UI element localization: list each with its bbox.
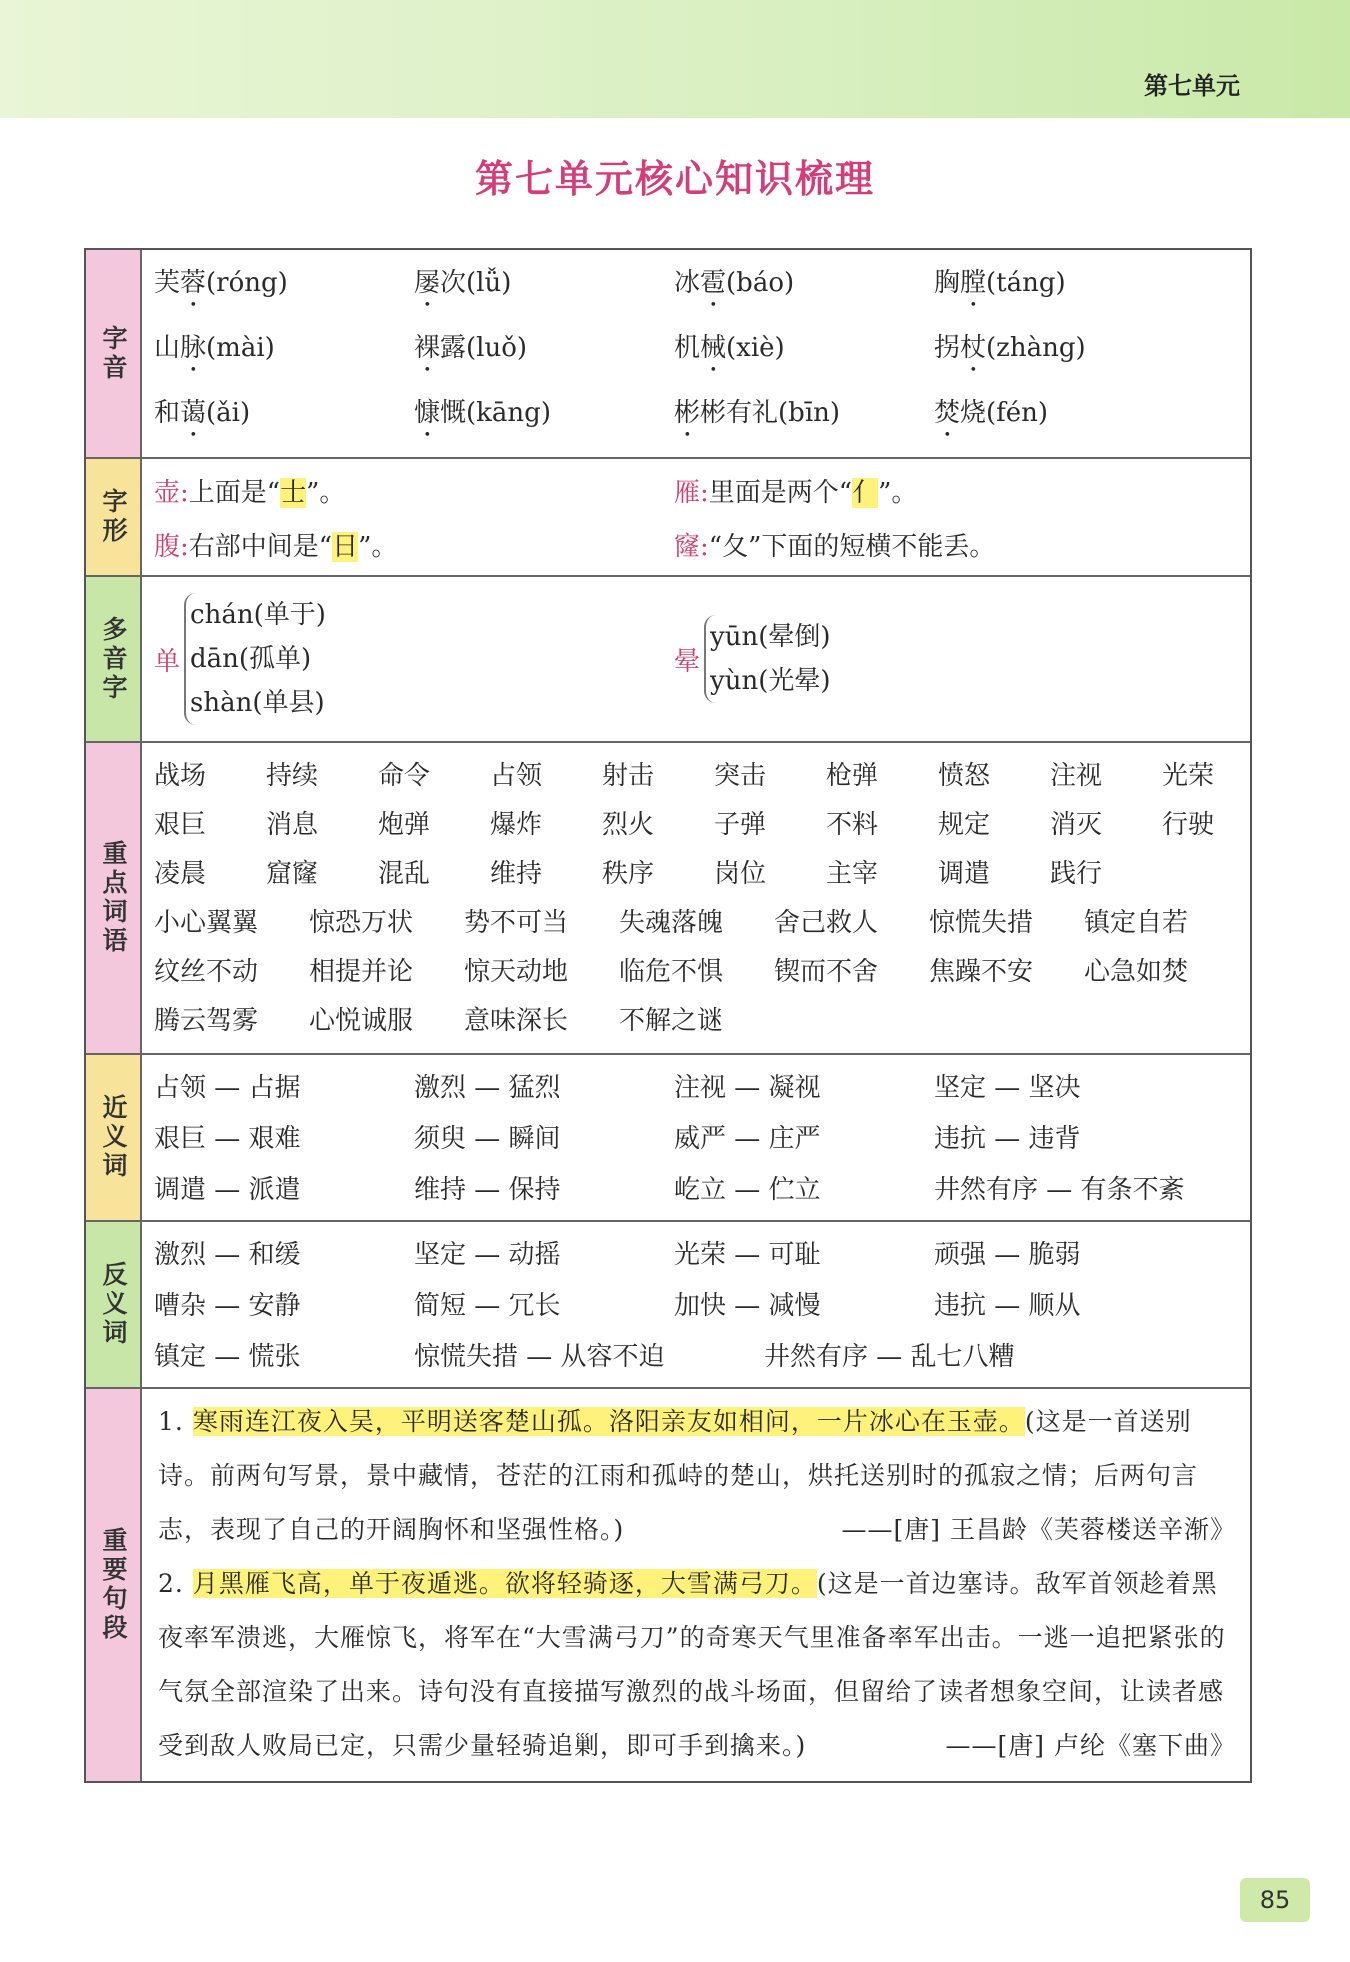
row-glyph [86,459,1250,577]
dotted-char: 雹 [700,268,727,298]
dotted-char: 焚 [934,398,961,428]
pronunciation-item [934,262,1194,313]
pinyin: (xiè) [726,333,785,363]
dotted-char: 屡 [414,268,441,298]
keyword: 子弹 [714,810,767,840]
brace-list [184,593,326,725]
synonym-pair: 须臾 — 瞬间 [414,1124,561,1154]
pinyin: (luǒ) [466,333,528,363]
polyphone-char: 晕 [674,646,701,677]
glyph-item [674,472,1194,509]
pinyin: (róng) [206,268,288,298]
glyph-text: “夂”下面的短横不能丢。 [708,531,996,562]
row-polyphone [86,577,1250,743]
keyword: 维持 [490,859,543,889]
word-prefix: 胸 [934,268,961,298]
pinyin: (mài) [206,333,275,363]
glyph-highlight: 日 [332,531,359,562]
word-prefix: 山 [154,333,181,363]
synonym-pair: 维持 — 保持 [414,1175,561,1205]
keyword: 光荣 [1162,761,1215,791]
poem-note: (这是一首边塞诗。敌军首领趁着黑夜率军溃逃，大雁惊飞，将军在“大雪满弓刀”的奇寒天气里准备率军出击。一逃一追把紧张的气氛全部渲染了出来。诗句没有直接描写激烈的战斗场面，但留给了读者想象空间，让读者感受到敌人败局已定，只需少量轻骑追剿，即可手到擒来。) [158,1569,1226,1760]
row-label: 重要句段 [86,1389,142,1781]
keyword: 意味深长 [464,1006,569,1036]
antonym-pairs [154,1234,1236,1322]
keyword: 混乱 [378,859,431,889]
row-label: 重点词语 [86,743,142,1053]
word-prefix: 拐 [934,333,961,363]
dotted-char: 杖 [960,333,987,363]
pronunciation-item [674,392,934,443]
word-suffix: 露 [440,333,467,363]
colon: : [700,477,709,508]
pronunciation-item [934,327,1194,378]
keyword: 规定 [938,810,991,840]
keyword: 炮弹 [378,810,431,840]
dotted-char: 彬 [674,398,701,428]
keyword: 小心翼翼 [154,908,259,938]
brace-list [704,615,830,703]
antonym-pair: 井然有序 — 乱七八糟 [764,1342,1015,1372]
pronunciation-item [154,327,414,378]
pronunciation-item [414,327,674,378]
reading: yùn(光晕) [710,666,831,696]
row-label: 反义词 [86,1222,142,1387]
unit-label: 第七单元 [1144,72,1240,100]
row-synonyms [86,1055,1250,1222]
pronunciation-item [154,262,414,313]
keyword: 行驶 [1162,810,1215,840]
keyword: 持续 [266,761,319,791]
keyword: 消息 [266,810,319,840]
four-char-words [154,902,1274,1037]
pronunciation-item [414,262,674,313]
keyword: 岗位 [714,859,767,889]
dotted-char: 蔼 [180,398,207,428]
pinyin: (lǚ) [466,268,512,298]
keyword: 纹丝不动 [154,957,259,987]
polyphone-group [674,615,1194,703]
reading: yūn(晕倒) [710,622,831,652]
antonym-pair: 嘈杂 — 安静 [154,1291,301,1321]
antonym-pair: 简短 — 冗长 [414,1291,561,1321]
word-prefix: 冰 [674,268,701,298]
pronunciation-item [154,392,414,443]
polyphone-char: 单 [154,646,181,677]
keyword: 射击 [602,761,655,791]
glyph-text: 右部中间是“ [188,531,333,562]
glyph-text: 里面是两个“ [708,477,853,508]
synonym-pair: 威严 — 庄严 [674,1124,821,1154]
glyph-line [154,517,1236,571]
antonym-pair: 激烈 — 和缓 [154,1240,301,1270]
poem-note: (这是一首送别诗。前两句写景，景中藏情，苍茫的江雨和孤峙的楚山，烘托送别时的孤寂之情；后两句言志，表现了自己的开阔胸怀和坚强性格。) [158,1407,1199,1544]
two-char-words [154,755,1274,890]
dotted-char: 脉 [180,333,207,363]
glyph-line [154,463,1236,517]
keyword: 相提并论 [309,957,414,987]
word-suffix: 烧 [960,398,987,428]
reading: dān(孤单) [190,644,312,674]
word-prefix: 和 [154,398,181,428]
dotted-char: 裸 [414,333,441,363]
dotted-char: 膛 [960,268,987,298]
keyword: 枪弹 [826,761,879,791]
row-label: 字形 [86,459,142,575]
glyph-highlight: 亻 [852,477,879,508]
synonym-pair: 占领 — 占据 [154,1073,301,1103]
keyword: 惊天动地 [464,957,569,987]
synonym-pair: 坚定 — 坚决 [934,1073,1081,1103]
glyph-char: 雁 [674,477,701,508]
pronunciation-grid [154,262,1236,443]
glyph-item [154,526,674,563]
synonym-pair: 井然有序 — 有条不紊 [934,1175,1185,1205]
pinyin: (zhàng) [986,333,1086,363]
poem-quote: 寒雨连江夜入吴，平明送客楚山孤。洛阳亲友如相问，一片冰心在玉壶。 [192,1407,1025,1436]
pinyin: (kāng) [466,398,551,428]
synonym-pair: 艰巨 — 艰难 [154,1124,301,1154]
dotted-char: 械 [700,333,727,363]
pronunciation-item [934,392,1194,443]
keyword: 势不可当 [464,908,569,938]
word-suffix: 彬有礼 [700,398,779,428]
keyword: 惊恐万状 [309,908,414,938]
pronunciation-item [414,392,674,443]
antonym-last-row [154,1336,1236,1373]
synonym-pair: 调遣 — 派遣 [154,1175,301,1205]
pinyin: (fén) [986,398,1049,428]
poem-citation: ——[唐] 卢纶《塞下曲》 [945,1731,1236,1760]
keyword: 烈火 [602,810,655,840]
glyph-highlight: 士 [280,477,307,508]
antonym-pair: 光荣 — 可耻 [674,1240,821,1270]
keyword: 惊慌失措 [929,908,1034,938]
colon: : [180,477,189,508]
page-number: 85 [1240,1878,1310,1922]
pinyin: (táng) [986,268,1066,298]
antonym-pair: 惊慌失措 — 从容不迫 [414,1342,665,1372]
keyword: 爆炸 [490,810,543,840]
keyword: 突击 [714,761,767,791]
keyword: 窟窿 [266,859,319,889]
antonym-pair: 违抗 — 顺从 [934,1291,1081,1321]
keyword: 腾云驾雾 [154,1006,259,1036]
poem-quote: 月黑雁飞高，单于夜遁逃。欲将轻骑逐，大雪满弓刀。 [192,1569,817,1598]
keyword: 心悦诚服 [309,1006,414,1036]
synonym-pairs [154,1067,1236,1206]
dotted-char: 蓉 [180,268,207,298]
keyword: 锲而不舍 [774,957,879,987]
page-title: 第七单元核心知识梳理 [474,157,875,201]
synonym-pair: 屹立 — 伫立 [674,1175,821,1205]
keyword: 不料 [826,810,879,840]
sentence-block [158,1395,1236,1557]
keyword: 焦躁不安 [929,957,1034,987]
row-pronunciation [86,250,1250,459]
keyword: 调遣 [938,859,991,889]
keyword: 命令 [378,761,431,791]
keyword: 临危不惧 [619,957,724,987]
glyph-char: 壶 [154,477,181,508]
keyword: 镇定自若 [1084,908,1189,938]
sentence-number: 2. [158,1569,184,1598]
antonym-pair: 镇定 — 慌张 [154,1342,301,1372]
synonym-pair: 注视 — 凝视 [674,1073,821,1103]
polyphone-groups [154,583,1236,735]
synonym-pair: 激烈 — 猛烈 [414,1073,561,1103]
knowledge-table [84,248,1252,1783]
sentence-number: 1. [158,1407,184,1436]
colon: : [180,531,189,562]
keyword: 舍己救人 [774,908,879,938]
keyword: 主宰 [826,859,879,889]
keyword: 不解之谜 [619,1006,724,1036]
keyword: 秩序 [602,859,655,889]
glyph-text: ”。 [306,477,346,508]
keyword: 失魂落魄 [619,908,724,938]
keyword: 凌晨 [154,859,207,889]
keyword: 战场 [154,761,207,791]
row-keywords [86,743,1250,1055]
antonym-pair: 顽强 — 脆弱 [934,1240,1081,1270]
word-suffix: 次 [440,268,467,298]
row-label: 多音字 [86,577,142,741]
glyph-char: 腹 [154,531,181,562]
keyword: 注视 [1050,761,1103,791]
glyph-text: ”。 [878,477,918,508]
antonym-pair: 坚定 — 动摇 [414,1240,561,1270]
word-prefix: 机 [674,333,701,363]
antonym-pair: 加快 — 减慢 [674,1291,821,1321]
glyph-char: 窿 [674,531,701,562]
row-label: 近义词 [86,1055,142,1220]
polyphone-group [154,593,674,725]
keyword: 艰巨 [154,810,207,840]
sentence-block [158,1557,1236,1773]
glyph-text: ”。 [358,531,398,562]
reading: chán(单于) [190,600,326,630]
row-antonyms [86,1222,1250,1389]
word-suffix: 慨 [440,398,467,428]
keyword: 践行 [1050,859,1103,889]
synonym-pair: 违抗 — 违背 [934,1124,1081,1154]
row-label: 字音 [86,250,142,457]
keyword: 占领 [490,761,543,791]
glyph-item [154,472,674,509]
keyword: 愤怒 [938,761,991,791]
row-sentences [86,1389,1250,1781]
pinyin: (bīn) [778,398,841,428]
glyph-item [674,526,1194,563]
reading: shàn(单县) [190,688,325,718]
word-prefix: 芙 [154,268,181,298]
glyph-text: 上面是“ [188,477,281,508]
pronunciation-item [674,262,934,313]
pinyin: (báo) [726,268,795,298]
keyword: 心急如焚 [1084,957,1189,987]
poem-citation: ——[唐] 王昌龄《芙蓉楼送辛渐》 [841,1515,1236,1544]
keyword: 消灭 [1050,810,1103,840]
colon: : [700,531,709,562]
pronunciation-item [674,327,934,378]
pinyin: (ǎi) [206,398,251,428]
dotted-char: 慷 [414,398,441,428]
